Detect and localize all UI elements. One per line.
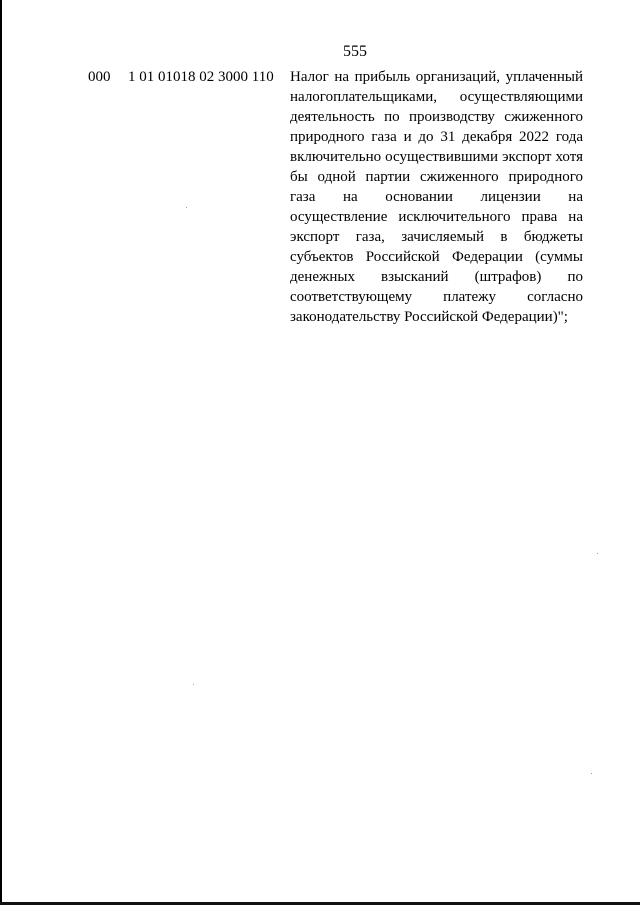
- income-description: Налог на прибыль организаций, уплаченный налогоплательщиками, осуществляющими деятельность по производству сжиженного природного газа и до 31 декабря 2022 года включительно осуществившими экспорт хотя бы одной партии сжиженного природного газа на основании лицензии на осуществление исключительного права на экспорт газа, зачисляемый в бюджеты субъектов Российской Федерации (суммы денежных взысканий (штрафов) по соответствующему платежу согласно законодательству Российской Федерации)";: [290, 69, 583, 325]
- scan-speck: [597, 553, 598, 554]
- scan-speck: [591, 773, 592, 774]
- scan-speck: [193, 684, 194, 685]
- scan-left-edge: [0, 0, 2, 905]
- budget-classification-code: 1 01 01018 02 3000 110: [128, 69, 274, 85]
- scan-speck: [186, 207, 187, 208]
- administrator-code: 000: [88, 69, 111, 85]
- page-number: 555: [343, 43, 367, 60]
